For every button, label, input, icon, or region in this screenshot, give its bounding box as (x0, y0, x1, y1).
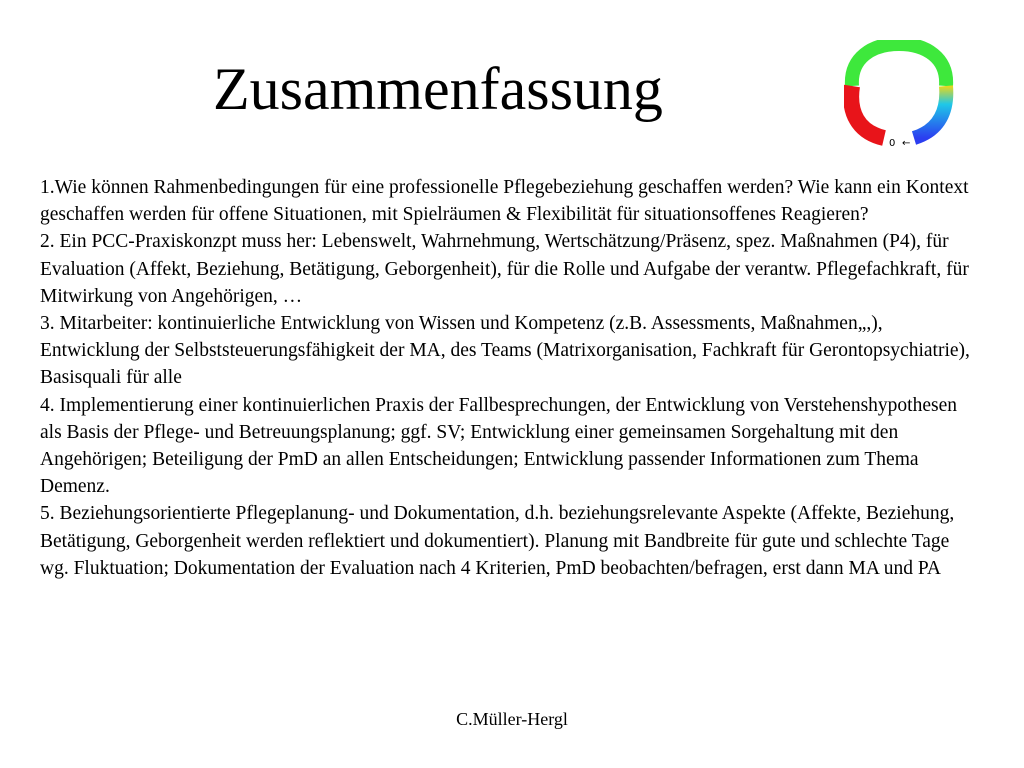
summary-point-4: 4. Implementierung einer kontinuierlichen Praxis der Fallbesprechungen, der Entwicklung von Verstehenshypothesen als Basis der Pflege- und Betreuungsplanung; ggf. SV; Entwicklung einer gemeinsamen Sorgehaltung mit den Angehörigen; Beteiligung der PmD an allen Entscheidungen; Entwicklung passender Informationen zum Thema Demenz. (40, 394, 957, 498)
logo-arc-green (852, 44, 946, 86)
slide-title: Zusammenfassung (213, 56, 663, 122)
summary-point-3: 3. Mitarbeiter: kontinuierliche Entwicklung von Wissen und Kompetenz (z.B. Assessments, Maßnahmen„,), Entwicklung der Selbststeuerungsfähigkeit der MA, des Teams (Matrixorganisation, Fachkraft für Gerontopsychiatrie), Basisquali für alle (40, 313, 970, 389)
logo-arc-gradient (914, 86, 946, 138)
summary-point-1: 1.Wie können Rahmenbedingungen für eine professionelle Pflegebeziehung geschaffen werden? Wie kann ein Kontext geschaffen werden für offene Situationen, mit Spielräumen & Flexibilität für situationsoffenes Reagieren? (40, 177, 969, 226)
summary-point-2: 2. Ein PCC-Praxiskonzpt muss her: Lebenswelt, Wahrnehmung, Wertschätzung/Präsenz, spez. Maßnahmen (P4), für Evaluation (Affekt, Beziehung, Betätigung, Geborgenheit), für die Rolle und Aufgabe der verantw. Pflegefachkraft, für Mitwirkung von Angehörigen, … (40, 231, 969, 307)
logo-arc-red (851, 86, 884, 138)
summary-body (40, 174, 980, 582)
summary-point-5: 5. Beziehungsorientierte Pflegeplanung- und Dokumentation, d.h. beziehungsrelevante Aspekte (Affekte, Beziehung, Betätigung, Geborgenheit werden reflektiert und dokumentiert). Planung mit Bandbreite für gute und schlechte Tage wg. Fluktuation; Dokumentation der Evaluation nach 4 Kriterien, PmD beobachten/befragen, erst dann MA und PA (40, 503, 955, 579)
logo-zero-label: 0 (889, 138, 896, 149)
arrow-left-icon: ← (902, 138, 911, 149)
color-circle-icon (844, 40, 954, 152)
author-footer: C.Müller-Hergl (456, 709, 568, 729)
